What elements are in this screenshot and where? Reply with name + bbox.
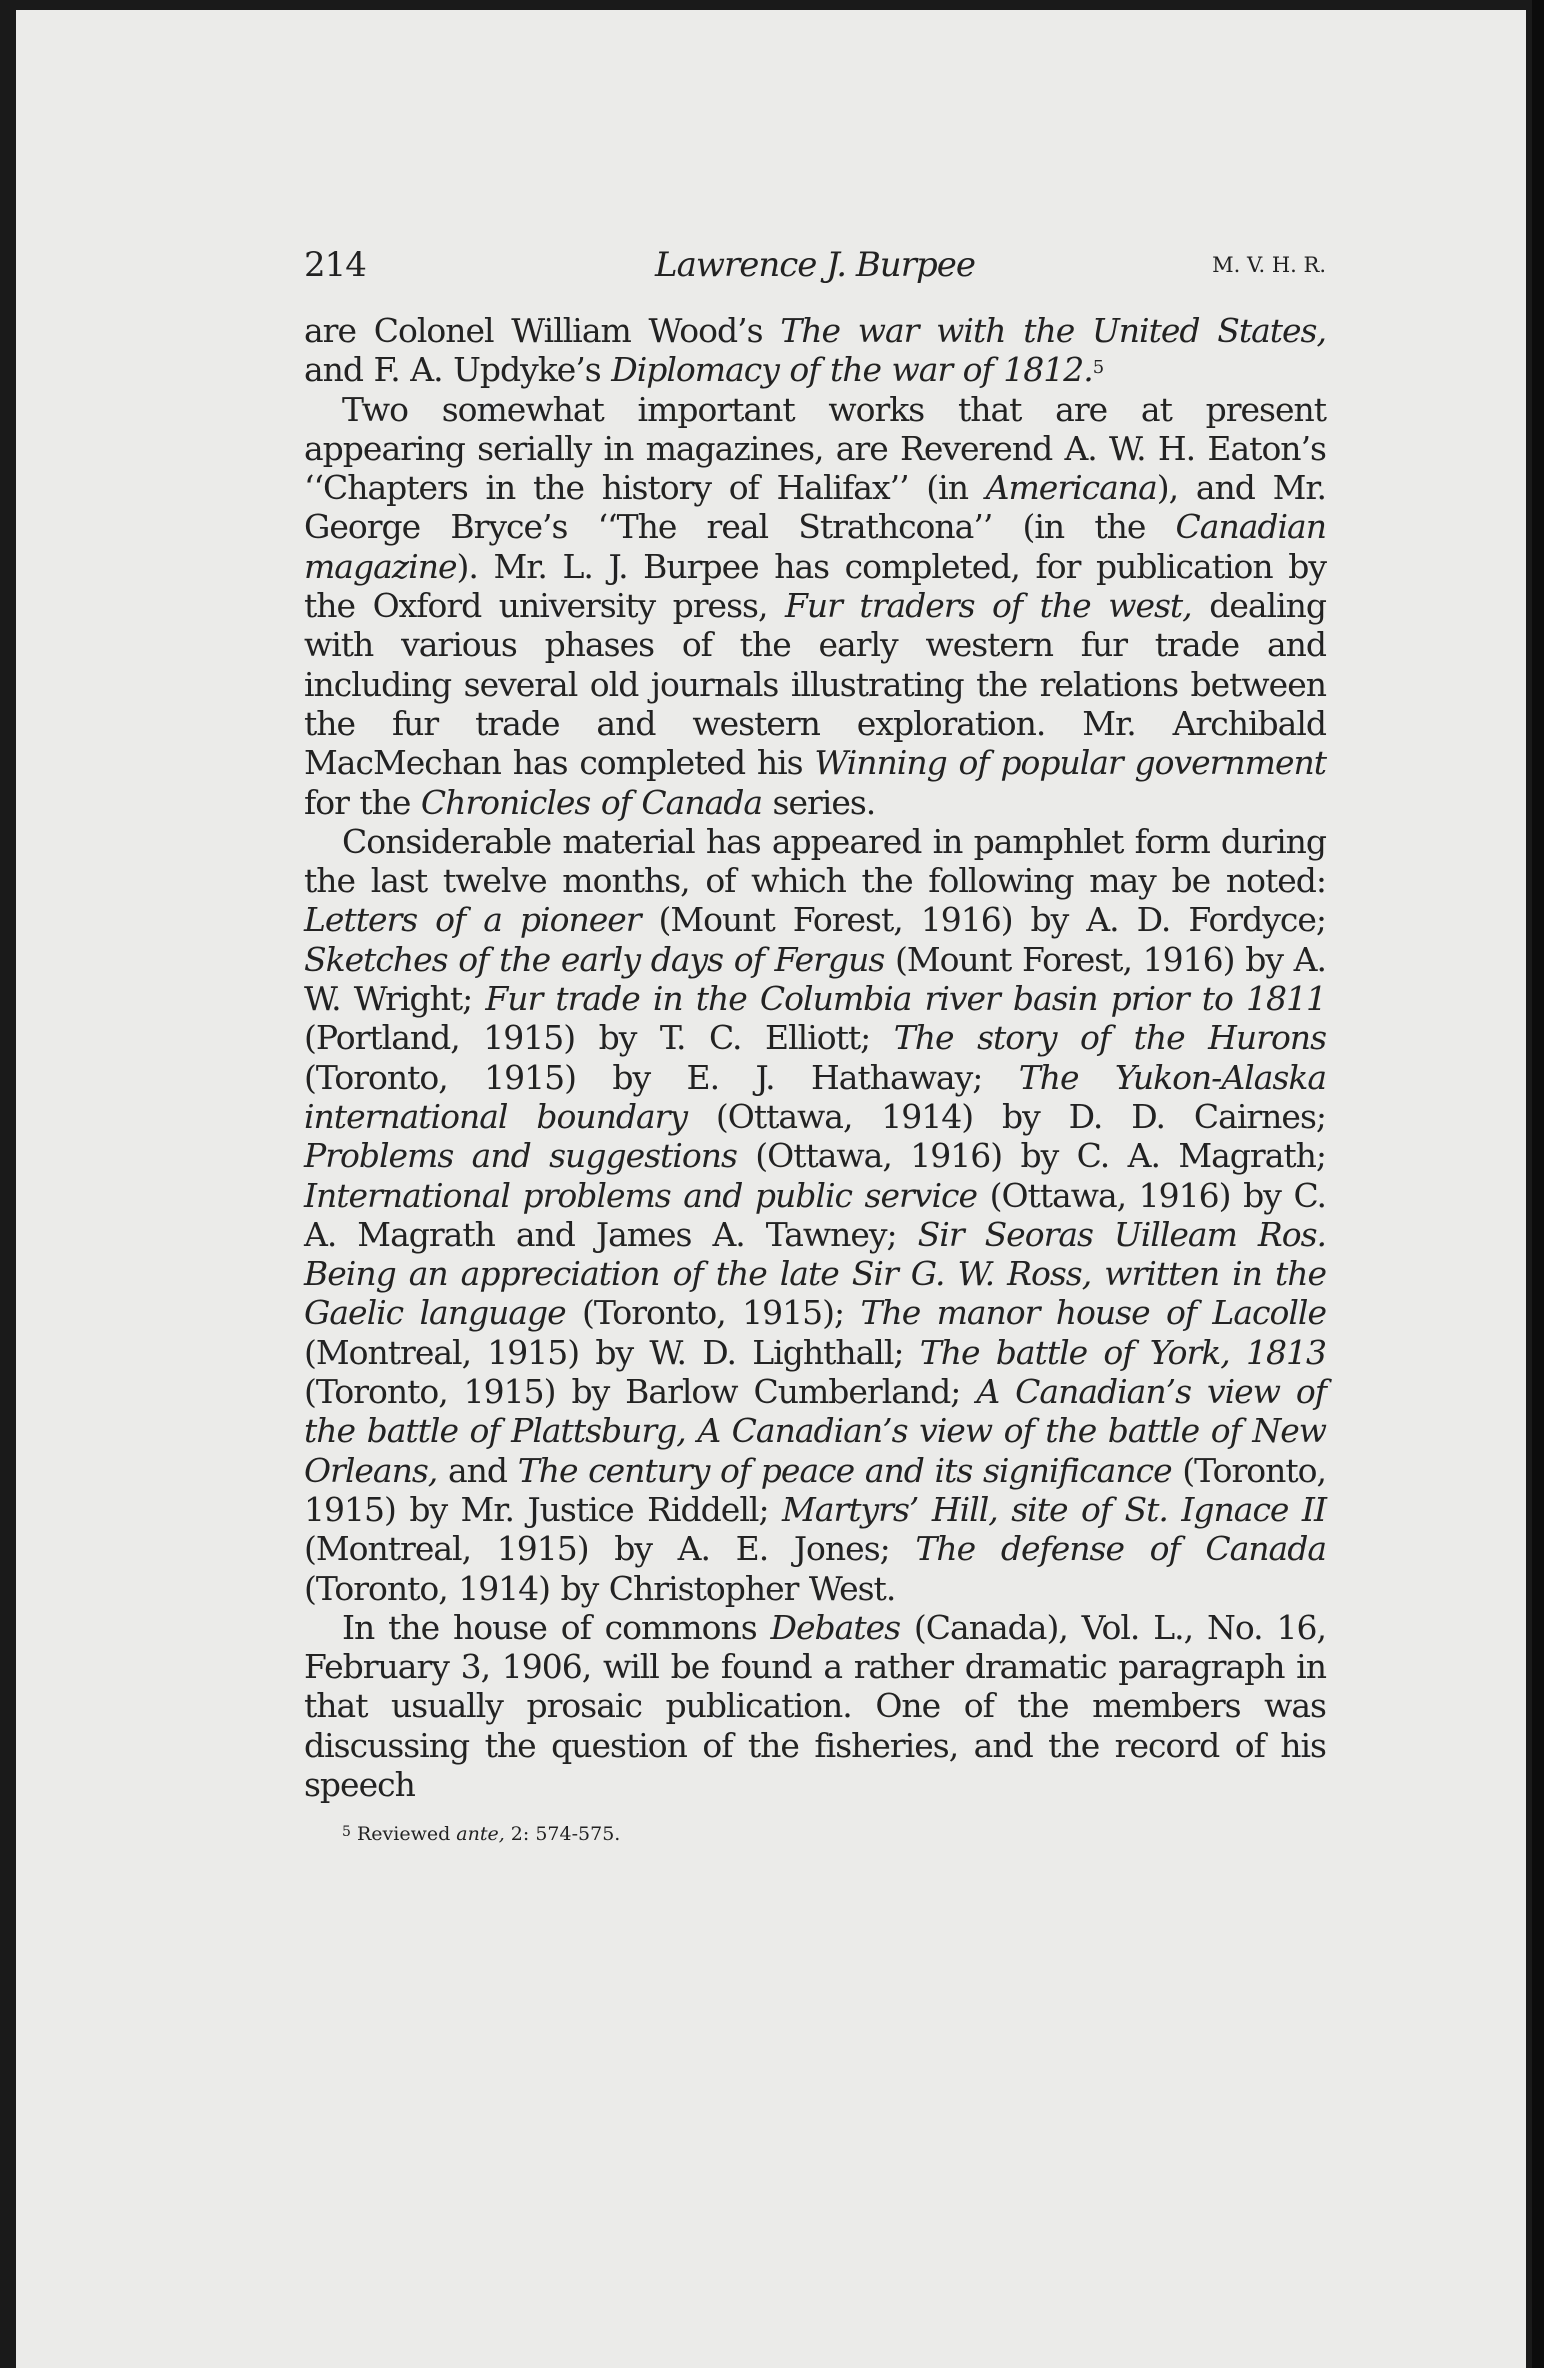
italic-title: The defense of Canada <box>915 1529 1327 1569</box>
footnote-number: 5 <box>342 1824 351 1841</box>
page-number: 214 <box>304 245 366 285</box>
text-run: series. <box>762 782 876 822</box>
text-run: are Colonel William Wood’s <box>304 311 781 350</box>
italic-title: Diplomacy of the war of 1812. <box>611 350 1093 390</box>
text-run: (Portland, 1915) by T. C. Elliott; <box>304 1018 894 1058</box>
text-run: (Canada), Vol. L., No. 16, February 3, 1906, will be found a rather dramatic paragraph in that usually prosaic publication. One of the members was discussing the question of the fisheries, and the record of his speech <box>304 1607 1326 1804</box>
text-run: (Montreal, 1915) by W. D. Lighthall; <box>304 1332 920 1372</box>
body-text <box>304 311 1326 1804</box>
italic-title: Sir Seoras Uilleam Ros. Being an appreciation of the late Sir G. W. Ross, written in the Gaelic language <box>304 1214 1327 1333</box>
italic-title: Martyrs’ Hill, site of St. Ignace II <box>782 1489 1326 1529</box>
text-run: and <box>437 1450 518 1490</box>
text-run: 2: 574-575. <box>504 1823 621 1846</box>
italic-title: International problems and public service <box>304 1175 978 1215</box>
paragraph <box>304 822 1326 1608</box>
text-run: ). Mr. L. J. Burpee has completed, for publication by the Oxford university press, <box>304 546 1326 626</box>
text-run: (Toronto, 1915) by Mr. Justice Riddell; <box>304 1450 1326 1529</box>
footnote-marker: 5 <box>1092 357 1104 379</box>
italic-title: A Canadian’s view of the battle of Plattsburg, A Canadian’s view of the battle of New Orleans, <box>304 1372 1326 1490</box>
text-run: In the house of commons <box>342 1607 771 1647</box>
scan-border <box>1532 0 1544 2368</box>
italic-title: The century of peace and its significance <box>517 1450 1172 1490</box>
text-run: (Ottawa, 1914) by D. D. Cairnes; <box>687 1096 1327 1136</box>
running-header <box>304 245 1326 297</box>
italic-title: Letters of a pioneer <box>304 900 641 940</box>
text-run: (Ottawa, 1916) by C. A. Magrath and James A. Tawney; <box>304 1175 1327 1254</box>
text-run: Two somewhat important works that are at present appearing serially in magazines, are Reverend A. W. H. Eaton’s ‘‘Chapters in the history of Halifax’’ (in <box>304 389 1326 508</box>
text-run: ), and Mr. George Bryce’s ‘‘The real Strathcona’’ (in the <box>304 468 1327 547</box>
running-head-journal: M. V. H. R. <box>1212 253 1326 277</box>
running-head-author: Lawrence J. Burpee <box>655 245 975 285</box>
page-content <box>304 245 1326 1846</box>
paragraph <box>304 390 1326 822</box>
italic-title: Winning of popular government <box>814 743 1326 783</box>
italic-title: Chronicles of Canada <box>420 782 763 822</box>
italic-title: Problems and suggestions <box>304 1136 737 1176</box>
text-run: Reviewed <box>350 1823 457 1846</box>
text-run: (Mount Forest, 1916) by A. W. Wright; <box>304 939 1326 1019</box>
text-run: (Ottawa, 1916) by C. A. Magrath; <box>736 1136 1326 1176</box>
italic-title: The battle of York, 1813 <box>919 1332 1326 1372</box>
italic-title: Debates <box>770 1607 901 1647</box>
paragraph <box>304 1608 1326 1804</box>
text-run: Considerable material has appeared in pamphlet form during the last twelve months, of which the following may be noted: <box>304 821 1326 901</box>
italic-title: Fur trade in the Columbia river basin prior to 1811 <box>485 979 1326 1019</box>
italic-title: Canadian magazine <box>304 507 1326 586</box>
text-run: (Toronto, 1915); <box>565 1293 861 1333</box>
paragraph <box>304 311 1326 390</box>
italic-title: Americana <box>985 468 1157 508</box>
italic-title: The manor house of Lacolle <box>860 1293 1326 1333</box>
text-run: (Toronto, 1915) by Barlow Cumberland; <box>304 1372 977 1412</box>
italic-title: The story of the Hurons <box>893 1018 1326 1058</box>
italic-title: The war with the United States, <box>780 311 1326 350</box>
footnote <box>304 1822 1326 1846</box>
italic-title: Fur traders of the west, <box>784 586 1192 626</box>
italic-title: Sketches of the early days of Fergus <box>304 939 885 979</box>
text-run: (Toronto, 1915) by E. J. Hathaway; <box>304 1057 1019 1097</box>
text-run: (Montreal, 1915) by A. E. Jones; <box>304 1529 916 1569</box>
book-page <box>16 10 1526 2368</box>
italic-title: ante, <box>456 1823 505 1846</box>
text-run: and F. A. Updyke’s <box>304 350 612 390</box>
text-run: dealing with various phases of the early western fur trade and including several old journals illustrating the relations between the fur trade and western exploration. Mr. Archibald MacMechan has completed his <box>304 586 1327 783</box>
text-run: (Mount Forest, 1916) by A. D. Fordyce; <box>640 900 1326 940</box>
italic-title: The Yukon-Alaska international boundary <box>304 1057 1327 1136</box>
text-run: (Toronto, 1914) by Christopher West. <box>304 1568 896 1608</box>
text-run: for the <box>304 782 421 822</box>
